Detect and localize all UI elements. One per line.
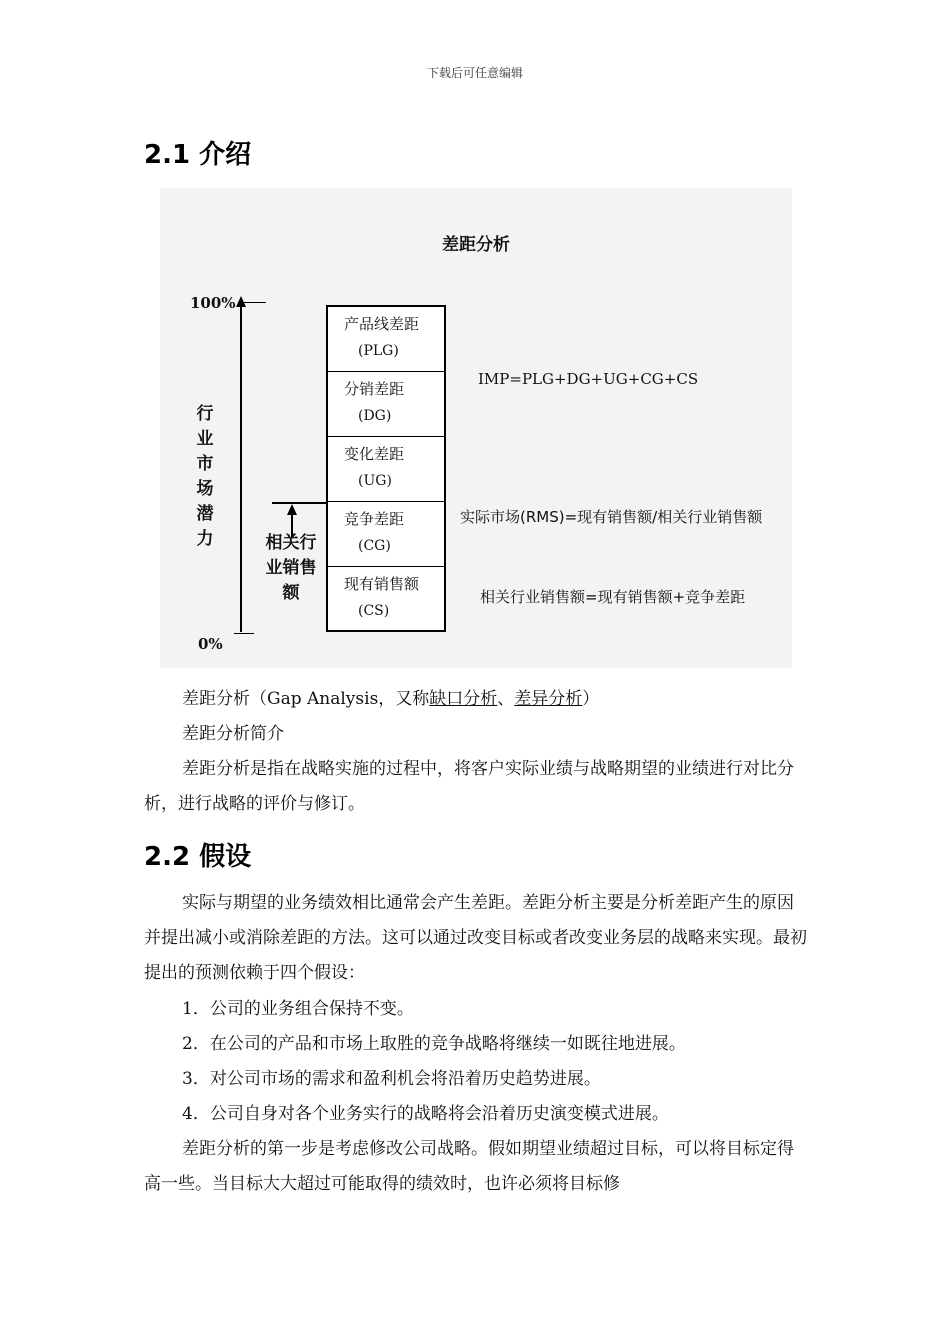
label-char: 业 — [196, 429, 214, 449]
segment-cg — [328, 502, 444, 567]
text-suffix: ） — [582, 689, 600, 709]
label-line: 额 — [282, 583, 300, 603]
industry-market-potential-label — [194, 402, 216, 552]
segment-plg — [328, 307, 444, 372]
figure-title: 差距分析 — [442, 235, 510, 255]
segment-cn: 竞争差距 — [344, 510, 405, 528]
link-gap-analysis[interactable]: 缺口分析 — [429, 689, 498, 709]
formula-imp: IMP=PLG+DG+UG+CG+CS — [478, 370, 699, 388]
label-char: 场 — [196, 479, 214, 499]
label-char: 潜 — [196, 504, 214, 524]
gap-analysis-definition-line — [144, 682, 810, 717]
formula-related-sales: 相关行业销售额=现有销售额+竞争差距 — [480, 588, 746, 606]
segment-cn: 现有销售额 — [344, 575, 420, 593]
intro-paragraph: 差距分析是指在战略实施的过程中，将客户实际业绩与战略期望的业绩进行对比分析，进行战略的评价与修订。 — [144, 759, 794, 814]
label-char: 力 — [196, 529, 214, 549]
label-char: 市 — [196, 454, 214, 474]
segment-cn: 变化差距 — [344, 445, 405, 463]
segment-en: (CS) — [358, 603, 390, 619]
assumption-item: 3．对公司市场的需求和盈利机会将沿着历史趋势进展。 — [182, 1069, 601, 1089]
intro-subheading: 差距分析简介 — [182, 724, 284, 744]
segment-cn: 产品线差距 — [344, 315, 420, 333]
gap-stack — [326, 305, 446, 632]
assumption-item: 1．公司的业务组合保持不变。 — [182, 999, 414, 1019]
tick-bottom — [234, 633, 254, 634]
segment-en: (PLG) — [358, 343, 399, 359]
segment-cn: 分销差距 — [344, 380, 405, 398]
related-industry-sales-label — [250, 531, 332, 606]
gap-analysis-figure — [160, 188, 792, 668]
percent-100-label: 100% — [190, 294, 236, 312]
text-sep: 、 — [497, 689, 515, 709]
link-variance-analysis[interactable]: 差异分析 — [514, 689, 583, 709]
assumption-item: 4．公司自身对各个业务实行的战略将会沿着历史演变模式进展。 — [182, 1104, 669, 1124]
label-line: 业销售 — [265, 558, 317, 578]
text-prefix: 差距分析（Gap Analysis，又称 — [182, 689, 430, 709]
header-note: 下载后可任意编辑 — [426, 66, 523, 80]
segment-en: (CG) — [358, 538, 391, 554]
assumption-item: 2．在公司的产品和市场上取胜的竞争战略将继续一如既往地进展。 — [182, 1034, 686, 1054]
assumptions-paragraph: 实际与期望的业务绩效相比通常会产生差距。差距分析主要是分析差距产生的原因并提出减小或消除差距的方法。这可以通过改变目标或者改变业务层的战略来实现。最初提出的预测依赖于四个假设： — [144, 893, 807, 983]
percent-0-label: 0% — [198, 635, 223, 653]
segment-en: (DG) — [358, 408, 392, 424]
market-potential-axis — [240, 306, 242, 632]
label-line: 相关行 — [265, 533, 317, 553]
formula-rms: 实际市场(RMS)=现有销售额/相关行业销售额 — [460, 508, 763, 526]
segment-cs — [328, 567, 444, 632]
section-heading-intro: 2.1 介绍 — [144, 140, 252, 170]
strategy-paragraph: 差距分析的第一步是考虑修改公司战略。假如期望业绩超过目标，可以将目标定得高一些。当目标大大超过可能取得的绩效时，也许必须将目标修 — [144, 1139, 794, 1194]
segment-dg — [328, 372, 444, 437]
section-heading-assumptions: 2.2 假设 — [144, 842, 252, 872]
segment-en: (UG) — [358, 473, 392, 489]
segment-ug — [328, 437, 444, 502]
label-char: 行 — [196, 404, 214, 424]
